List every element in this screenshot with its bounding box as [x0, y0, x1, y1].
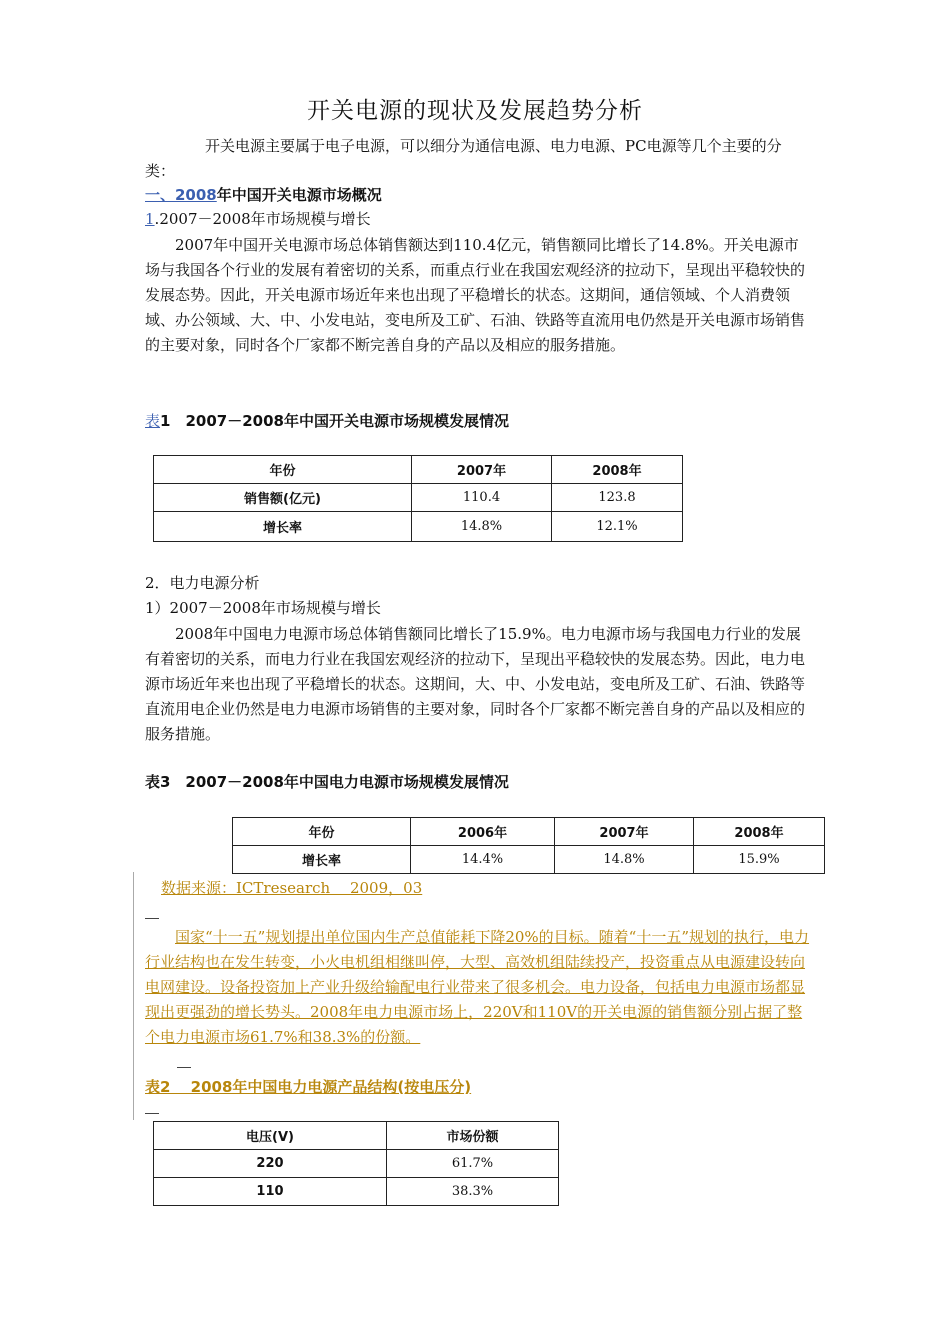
table-header-cell: 2007年 [555, 818, 694, 846]
table-1 [153, 455, 683, 542]
table-cell: 14.4% [411, 846, 555, 874]
table-row [154, 484, 683, 512]
table-cell: 110.4 [412, 484, 552, 512]
table-header-cell: 2006年 [411, 818, 555, 846]
paragraph-1: 2007年中国开关电源市场总体销售额达到110.4亿元，销售额同比增长了14.8%。开关电源市场与我国各个行业的发展有着密切的关系，而重点行业在我国宏观经济的拉动下，呈现出平稳较快的发展态势。因此，开关电源市场近年来也出现了平稳增长的状态。这期间，通信领域、个人消费领域、办公领域、大、中、小发电站，变电所及工矿、石油、铁路等直流用电仍然是开关电源市场销售的主要对象，同时各个厂家都不断完善自身的产品以及相应的服务措施。 [145, 236, 806, 354]
table1-caption [145, 410, 509, 431]
table-row-label: 增长率 [233, 846, 411, 874]
subheading-number-link[interactable]: 1 [145, 210, 155, 228]
table-row-label: 220 [154, 1150, 387, 1178]
table-row [233, 818, 825, 846]
table-cell: 14.8% [555, 846, 694, 874]
revision-mark [177, 1067, 191, 1068]
table1-caption-text: 1 2007－2008年中国开关电源市场规模发展情况 [160, 412, 509, 430]
subheading-2: 2．电力电源分析 [145, 574, 260, 592]
paragraph-2: 2008年中国电力电源市场总体销售额同比增长了15.9%。电力电源市场与我国电力行业的发展有着密切的关系，而电力行业在我国宏观经济的拉动下，呈现出平稳较快的发展态势。因此，电力电源市场近年来也出现了平稳增长的状态。这期间，大、中、小发电站，变电所及工矿、石油、铁路等直流用电企业仍然是电力电源市场销售的主要对象，同时各个厂家都不断完善自身的产品以及相应的服务措施。 [145, 625, 806, 743]
table-header-cell: 2008年 [694, 818, 825, 846]
table3-caption: 表3 2007－2008年中国电力电源市场规模发展情况 [145, 773, 509, 791]
table-header-cell: 年份 [233, 818, 411, 846]
data-source-note: 数据来源：ICTresearch 2009，03 [161, 879, 423, 897]
table-row [154, 1178, 559, 1206]
table-header-cell: 电压(V) [154, 1122, 387, 1150]
paragraph-3: 国家“十一五”规划提出单位国内生产总值能耗下降20%的目标。随着“十一五”规划的执行，电力行业结构也在发生转变，小火电机组相继叫停，大型、高效机组陆续投产，投资重点从电源建设转向电网建设。设备投资加上产业升级给输配电行业带来了很多机会。电力设备，包括电力电源市场都显现出更强劲的增长势头。2008年电力电源市场上，220V和110V的开关电源的销售额分别占据了整个电力电源市场61.7%和38.3%的份额。 [145, 928, 810, 1046]
table-cell: 38.3% [387, 1178, 559, 1206]
table-row-label: 110 [154, 1178, 387, 1206]
table-cell: 14.8% [412, 512, 552, 542]
page-title: 开关电源的现状及发展趋势分析 [307, 98, 643, 124]
table-cell: 12.1% [552, 512, 683, 542]
table-header-cell: 市场份额 [387, 1122, 559, 1150]
subheading-text: .2007－2008年市场规模与增长 [154, 210, 371, 228]
subheading-1 [145, 208, 371, 229]
table-cell: 123.8 [552, 484, 683, 512]
revision-mark [145, 1113, 159, 1114]
table-row-label: 销售额(亿元) [154, 484, 412, 512]
table-cell: 61.7% [387, 1150, 559, 1178]
revision-mark [145, 918, 159, 919]
intro-paragraph: 开关电源主要属于电子电源，可以细分为通信电源、电力电源、PC电源等几个主要的分类： [145, 137, 782, 180]
table-2 [153, 1121, 559, 1206]
table-header-cell: 年份 [154, 456, 412, 484]
table-row [233, 846, 825, 874]
table-3 [232, 817, 825, 874]
table-row-label: 增长率 [154, 512, 412, 542]
table-row [154, 1122, 559, 1150]
table-header-cell: 2008年 [552, 456, 683, 484]
table2-caption: 表2 2008年中国电力电源产品结构(按电压分) [145, 1078, 472, 1096]
table-row [154, 512, 683, 542]
revision-bar [133, 872, 134, 1120]
table-row [154, 456, 683, 484]
table-cell: 15.9% [694, 846, 825, 874]
section-heading-text: 年中国开关电源市场概况 [216, 186, 382, 204]
table1-caption-link[interactable]: 表 [145, 412, 161, 430]
subheading-2-1: 1）2007－2008年市场规模与增长 [145, 599, 381, 617]
table-row [154, 1150, 559, 1178]
table-header-cell: 2007年 [412, 456, 552, 484]
section-heading-1 [145, 184, 382, 205]
section-number-link[interactable]: 一、2008 [145, 186, 217, 204]
